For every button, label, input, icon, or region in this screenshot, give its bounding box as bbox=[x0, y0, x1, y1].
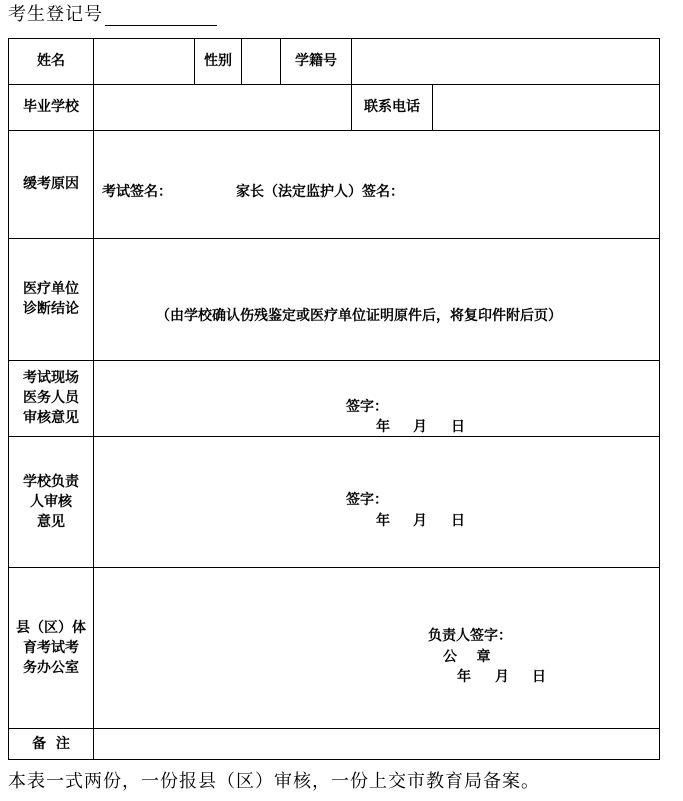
county-exam-office-field[interactable] bbox=[94, 568, 659, 728]
graduated-school-field[interactable] bbox=[94, 85, 351, 130]
onsite-date-day: 日 bbox=[451, 419, 465, 435]
county-date-year: 年 bbox=[457, 669, 471, 685]
onsite-label-line: 考试现场 bbox=[23, 370, 79, 386]
deferral-reason-label: 缓考原因 bbox=[23, 176, 79, 192]
medical-conclusion-field[interactable] bbox=[94, 239, 659, 360]
table-border-bottom bbox=[8, 759, 660, 760]
student-signature-label: 考试签名： bbox=[102, 184, 172, 200]
county-label-line: 务办公室 bbox=[23, 659, 79, 676]
gender-label: 性别 bbox=[204, 53, 232, 69]
gender-field[interactable] bbox=[242, 39, 280, 84]
school-leader-review-label bbox=[8, 436, 94, 567]
medical-label-line: 诊断结论 bbox=[23, 301, 79, 317]
county-official-seal-label: 公 章 bbox=[443, 649, 491, 665]
county-label-line: 育考试考 bbox=[23, 639, 79, 656]
onsite-label-line: 审核意见 bbox=[23, 410, 79, 426]
student-id-field[interactable] bbox=[352, 39, 659, 84]
onsite-date-month: 月 bbox=[413, 419, 427, 435]
exam-registration-label: 考生登记号 bbox=[8, 4, 103, 25]
student-id-label: 学籍号 bbox=[295, 53, 337, 69]
name-label: 姓名 bbox=[37, 53, 65, 69]
onsite-label-line: 医务人员 bbox=[23, 390, 79, 406]
school-date-day: 日 bbox=[451, 513, 465, 529]
county-date-month: 月 bbox=[495, 669, 509, 685]
medical-note: （由学校确认伤残鉴定或医疗单位证明原件后，将复印件附后页） bbox=[156, 308, 562, 324]
school-date-year: 年 bbox=[376, 513, 390, 529]
medical-label-line: 医疗单位 bbox=[23, 281, 79, 297]
county-date-day: 日 bbox=[532, 669, 546, 685]
name-field[interactable] bbox=[94, 39, 194, 84]
school-label-line: 意见 bbox=[37, 513, 65, 530]
remarks-label: 备 注 bbox=[32, 735, 70, 752]
onsite-date-year: 年 bbox=[376, 419, 390, 435]
phone-label: 联系电话 bbox=[364, 99, 420, 115]
onsite-signature-label: 签字： bbox=[346, 399, 388, 415]
phone-field[interactable] bbox=[433, 85, 659, 130]
guardian-signature-label: 家长（法定监护人）签名： bbox=[236, 184, 404, 200]
deferral-form-table bbox=[8, 38, 660, 760]
school-label-line: 学校负责 bbox=[23, 473, 79, 490]
county-leader-signature-label: 负责人签字： bbox=[428, 628, 512, 644]
county-label-line: 县（区）体 bbox=[16, 619, 86, 636]
footer-note: 本表一式两份，一份报县（区）审核，一份上交市教育局备案。 bbox=[8, 771, 540, 792]
graduated-school-label: 毕业学校 bbox=[23, 99, 79, 115]
exam-registration-blank[interactable] bbox=[105, 6, 217, 26]
county-exam-office-label bbox=[8, 567, 94, 728]
medical-conclusion-label bbox=[8, 238, 94, 360]
school-signature-label: 签字： bbox=[346, 492, 388, 508]
table-border-right bbox=[659, 38, 660, 760]
exam-registration-number bbox=[8, 4, 217, 26]
remarks-field[interactable] bbox=[94, 729, 659, 759]
school-label-line: 人审核 bbox=[30, 493, 72, 510]
school-date-month: 月 bbox=[413, 513, 427, 529]
onsite-medical-review-label bbox=[8, 360, 94, 436]
